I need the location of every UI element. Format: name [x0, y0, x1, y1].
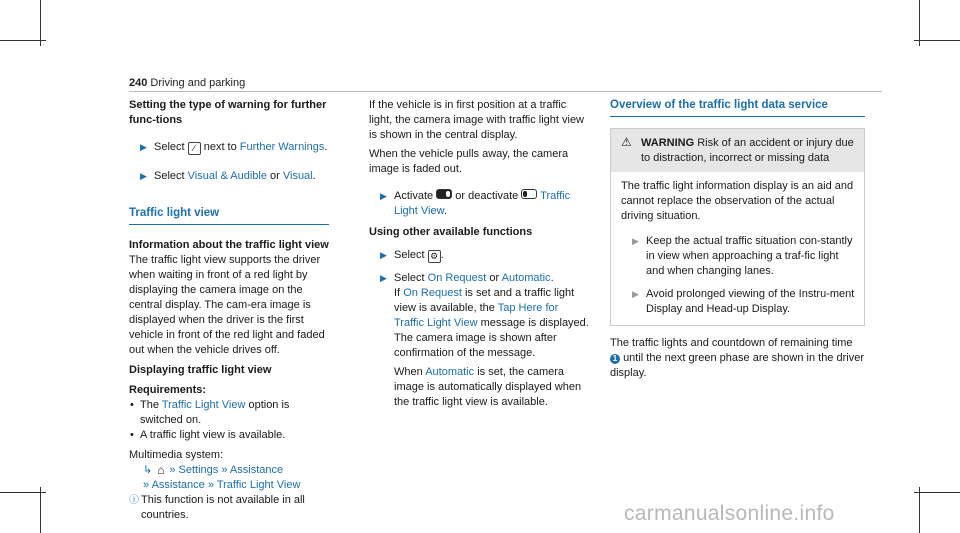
arrow-right-icon: ▶: [140, 142, 147, 152]
column-2: [369, 98, 591, 410]
menu-path: [129, 463, 329, 478]
menu-path-cont: [129, 478, 329, 493]
note: ⓘ This function is not available in all countries.: [129, 494, 305, 521]
link-on-request-2[interactable]: On Request: [403, 287, 462, 299]
crop-mark: [914, 40, 960, 41]
crop-mark: [914, 492, 960, 493]
page-header: [129, 76, 245, 91]
warning-icon: ⚠: [621, 135, 632, 149]
section-title-data-service: Overview of the traffic light data service: [610, 99, 828, 111]
link-traffic-light-view[interactable]: Traffic Light View: [161, 399, 246, 411]
link-automatic[interactable]: Automatic: [501, 272, 551, 284]
link-traffic-light-view-2[interactable]: Traffic Light View: [394, 190, 571, 217]
column-3: [610, 98, 865, 381]
callout-number: 1: [610, 354, 620, 364]
paragraph-pulls-away: When the vehicle pulls away, the camera image is faded out.: [369, 148, 569, 175]
path-traffic-light-view[interactable]: Traffic Light View: [216, 479, 301, 491]
path-chevron-icon: »: [221, 464, 228, 476]
info-paragraph: The traffic light view supports the driver when waiting in front of a red light by displaying the camera image on the central display. The cam-era image is displayed when the driver is the first vehicle in front of the red light and faded out when the vehicle drives off.: [129, 254, 325, 356]
warning-header: [611, 129, 864, 172]
heading-other-functions: Using other available functions: [369, 226, 533, 238]
header-rule: [129, 91, 882, 92]
link-further-warnings[interactable]: Further Warnings: [239, 141, 325, 153]
multimedia-label: Multimedia system:: [129, 449, 224, 461]
heading-information: Information about the traffic light view: [129, 239, 329, 251]
warning-body: [611, 172, 864, 325]
path-settings[interactable]: Settings: [178, 464, 219, 476]
paragraph-first-position: If the vehicle is in first position at a traffic light, the camera image with traffic light view is shown in the central display.: [369, 99, 584, 141]
watermark: carmanualsonline.info: [624, 502, 835, 525]
requirements-label: Requirements:: [129, 384, 207, 396]
switch-on-icon[interactable]: [436, 189, 452, 199]
warning-step: ▶ Keep the actual traffic situation con-stantly in view when approaching a traf-fic light and when changing lanes.: [632, 235, 853, 277]
info-icon: ⓘ: [129, 495, 139, 506]
warning-box: [610, 128, 865, 326]
arrow-right-icon: ▶: [632, 289, 639, 299]
warning-step: ▶ Avoid prolonged viewing of the Instru-ment Display and Head-up Display.: [632, 288, 855, 315]
arrow-right-icon: ▶: [380, 250, 387, 260]
arrow-right-icon: ▶: [380, 191, 387, 201]
crop-mark: [0, 40, 46, 41]
step-select-visual: ▶ Select Visual & Audible or Visual.: [140, 170, 316, 182]
section-title-traffic-light-view: Traffic light view: [129, 207, 220, 219]
path-assistance[interactable]: Assistance: [229, 464, 284, 476]
pencil-icon[interactable]: ∕: [188, 142, 201, 155]
path-chevron-icon: »: [143, 479, 150, 491]
arrow-right-icon: ▶: [140, 171, 147, 181]
requirement-item: • A traffic light view is available.: [130, 429, 286, 441]
requirement-item: • The Traffic Light View option is switched on.: [130, 399, 290, 426]
home-icon[interactable]: ⌂: [157, 463, 165, 477]
warning-headline: Risk of an accident or injury due to distraction, incorrect or missing data: [641, 137, 854, 164]
crop-mark: [40, 487, 41, 533]
link-on-request[interactable]: On Request: [427, 272, 487, 284]
countdown-paragraph: The traffic lights and countdown of remaining time 1 until the next green phase are shown in the driver display.: [610, 337, 864, 379]
step-select-pencil: ▶ Select ∕ next to Further Warnings.: [140, 141, 328, 153]
path-chevron-icon: »: [207, 479, 214, 491]
path-assistance-2[interactable]: Assistance: [151, 479, 205, 491]
gear-icon[interactable]: ⚙: [428, 250, 441, 263]
step-activate: ▶ Activate or deactivate Traffic Light View.: [380, 190, 571, 217]
crop-mark: [919, 487, 920, 533]
heading-displaying: Displaying traffic light view: [129, 364, 272, 376]
return-arrow-icon: ↳: [143, 464, 153, 476]
warning-label: WARNING: [641, 137, 695, 149]
link-automatic-2[interactable]: Automatic: [425, 366, 475, 378]
page-number: 240: [129, 77, 148, 89]
column-1: [129, 98, 329, 523]
switch-off-icon[interactable]: [521, 189, 537, 199]
arrow-right-icon: ▶: [632, 236, 639, 246]
arrow-right-icon: ▶: [380, 273, 387, 283]
warning-text: The traffic light information display is an aid and cannot replace the observation of the actual driving situation.: [621, 180, 854, 222]
heading-warning-type: Setting the type of warning for further func-tions: [129, 99, 327, 126]
crop-mark: [0, 492, 46, 493]
link-tap-here[interactable]: Tap Here for Traffic Light View: [394, 302, 559, 329]
section-name: Driving and parking: [150, 77, 246, 89]
step-select-mode: ▶ Select On Request or Automatic. If On Request is set and a traffic light view is available, the Tap Here for Traffic Light View message is displayed. The camera image is shown after confirmation of the message. When Automatic is set, the camera image is automatically displayed when the traffic light view is available.: [380, 272, 589, 408]
path-chevron-icon: »: [169, 464, 176, 476]
link-visual-audible[interactable]: Visual & Audible: [187, 170, 267, 182]
link-visual[interactable]: Visual: [282, 170, 313, 182]
step-select-gear: ▶ Select ⚙ .: [380, 249, 444, 261]
